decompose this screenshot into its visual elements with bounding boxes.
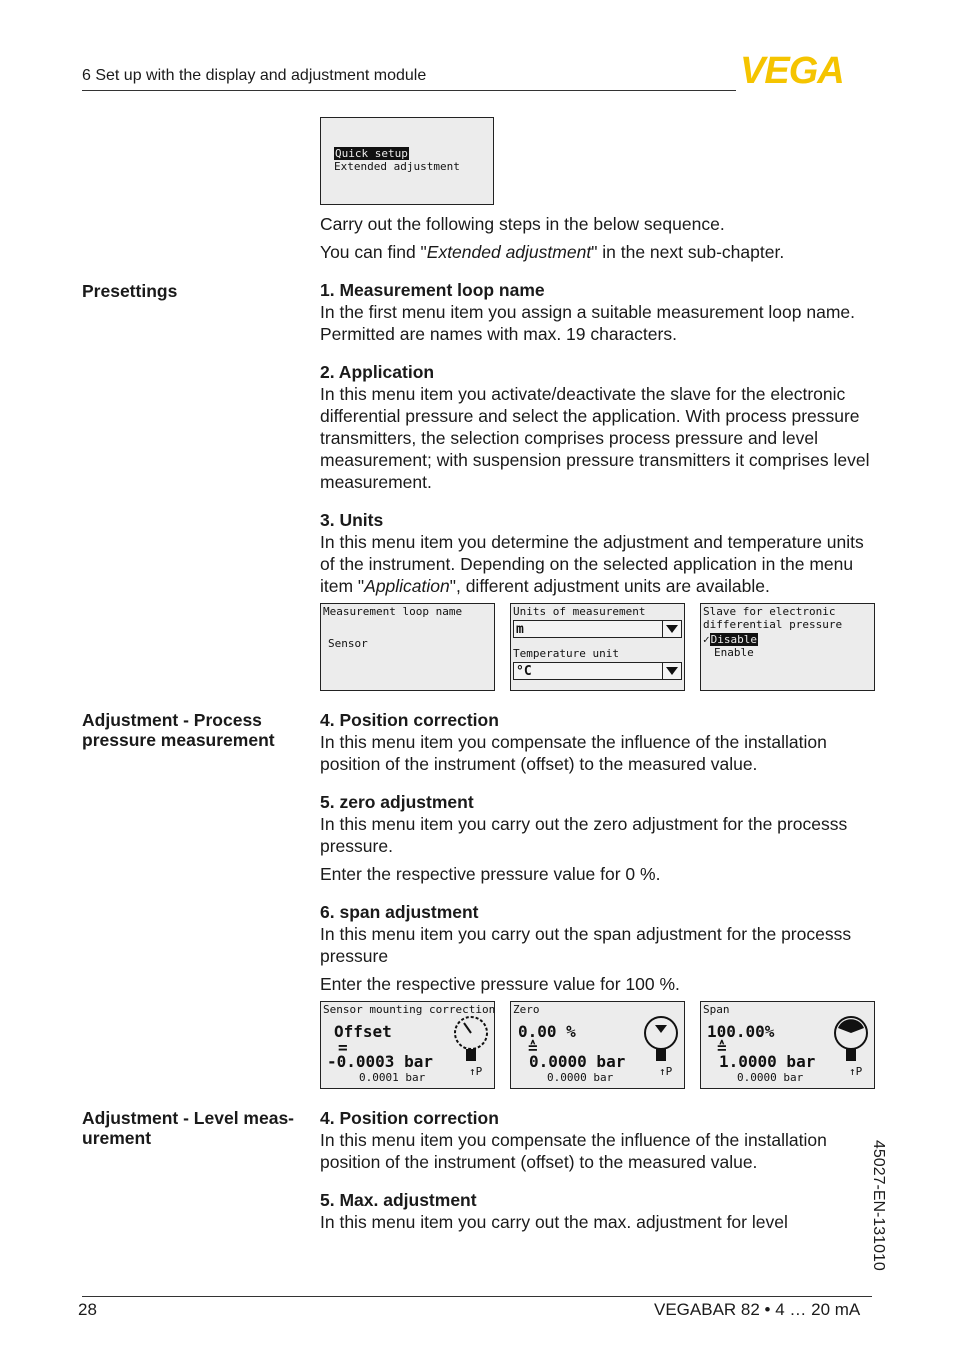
display-offset: Sensor mounting correction Offset = -0.0003 bar 0.0001 bar ↑P <box>320 1001 495 1089</box>
process-step-5-text: In this menu item you carry out the zero adjustment for the processs pressure. <box>320 814 848 856</box>
process-step-6-text2: Enter the respective pressure value for 100 %. <box>320 974 680 994</box>
footer-product: VEGABAR 82 • 4 … 20 mA <box>654 1300 861 1319</box>
display-span: Span 100.00% ≙ 1.0000 bar 0.0000 bar ↑P <box>700 1001 875 1089</box>
chevron-down-icon <box>662 663 681 679</box>
step-3-title: 3. Units <box>320 510 384 530</box>
level-step-4-text: In this menu item you compensate the influence of the installation position of the instrument (offset) to the measured value. <box>320 1130 827 1172</box>
intro-line-2: You can find "Extended adjustment" in the next sub-chapter. <box>320 242 785 262</box>
pressure-direction-icon: ↑P <box>659 1065 673 1078</box>
process-step-5-text2: Enter the respective pressure value for 0 %. <box>320 864 661 884</box>
level-section <box>320 1107 880 1233</box>
process-step-5-title: 5. zero adjustment <box>320 792 474 812</box>
menu-item-quick-setup: Quick setup <box>335 147 408 160</box>
document-code: 45027-EN-131010 <box>870 1140 887 1271</box>
menu-display <box>320 117 494 205</box>
gauge-span-icon <box>832 1014 870 1072</box>
display-units: Units of measurement m Temperature unit °C <box>510 603 685 691</box>
level-step-4-title: 4. Position correction <box>320 1108 499 1128</box>
step-3-text: In this menu item you determine the adjustment and temperature units of the instrument. Depending on the selected application in the menu item "Application", different adjustment units are available. <box>320 532 864 596</box>
vega-logo: VEGA <box>740 50 844 92</box>
level-step-5-title: 5. Max. adjustment <box>320 1190 477 1210</box>
gauge-dashed-icon <box>452 1014 490 1072</box>
process-section <box>320 709 880 995</box>
intro-line-1: Carry out the following steps in the below sequence. <box>320 214 725 234</box>
page-number: 28 <box>78 1300 97 1319</box>
level-step-5-text: In this menu item you carry out the max. adjustment for level <box>320 1212 788 1232</box>
process-step-6-title: 6. span adjustment <box>320 902 479 922</box>
menu-item-extended-adjustment: Extended adjustment <box>334 160 460 173</box>
gauge-zero-icon <box>642 1014 680 1072</box>
temperature-unit-select: °C <box>513 662 682 680</box>
step-2-title: 2. Application <box>320 362 435 382</box>
step-1-title: 1. Measurement loop name <box>320 280 545 300</box>
check-icon: ✓ <box>703 633 710 646</box>
process-step-6-text: In this menu item you carry out the span adjustment for the processs pressure <box>320 924 852 966</box>
pressure-direction-icon: ↑P <box>849 1065 863 1078</box>
header-title: 6 Set up with the display and adjustment module <box>82 67 427 84</box>
display-zero: Zero 0.00 % ≙ 0.0000 bar 0.0000 bar ↑P <box>510 1001 685 1089</box>
display-slave: Slave for electronic differential pressure ✓Disable Enable <box>700 603 875 691</box>
step-2-text: In this menu item you activate/deactivate the slave for the electronic differential pressure and select the application. With process pressure transmitters, the selection comprises process pressure and level measurement; with suspension pressure transmitters it comprises level measurement. <box>320 384 870 492</box>
header-rule <box>82 90 736 91</box>
process-step-4-title: 4. Position correction <box>320 710 499 730</box>
side-label-process: Adjustment - Process pressure measurement <box>82 710 275 750</box>
display-loop-name: Measurement loop name Sensor <box>320 603 495 691</box>
side-label-level: Adjustment - Level meas- urement <box>82 1108 294 1148</box>
process-step-4-text: In this menu item you compensate the influence of the installation position of the instrument (offset) to the measured value. <box>320 732 827 774</box>
footer-rule <box>82 1296 872 1297</box>
side-label-presettings: Presettings <box>82 281 178 301</box>
unit-select: m <box>513 620 682 638</box>
step-1-text: In the first menu item you assign a suitable measurement loop name. Permitted are names with max. 19 characters. <box>320 302 855 344</box>
chevron-down-icon <box>662 621 681 637</box>
pressure-direction-icon: ↑P <box>469 1065 483 1078</box>
presettings-section <box>320 279 880 597</box>
